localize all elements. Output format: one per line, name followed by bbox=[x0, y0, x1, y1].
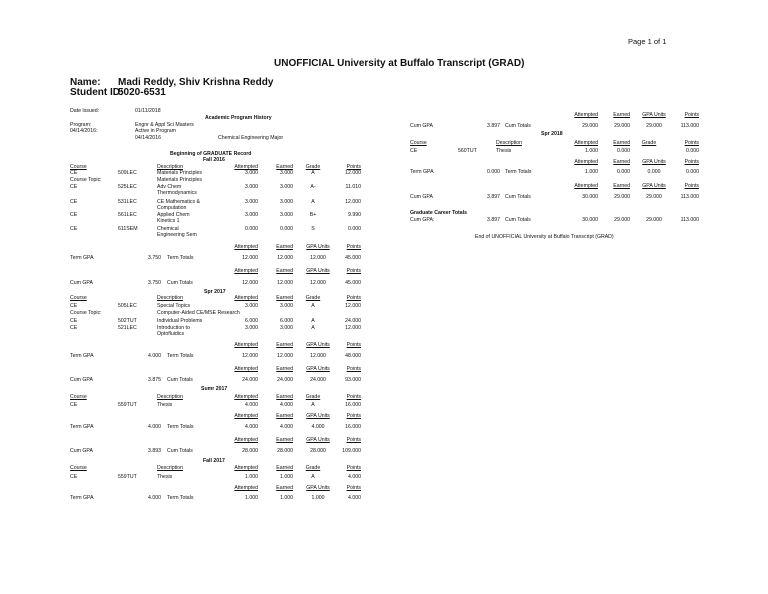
gpa-units-header: GPA Units bbox=[306, 268, 330, 274]
course-description: Chemical bbox=[157, 226, 179, 232]
course-header: Course bbox=[70, 465, 87, 471]
course-description: Thesis bbox=[157, 474, 173, 480]
gpa-units-header: GPA Units bbox=[306, 413, 330, 419]
course-attempted: 1.000 bbox=[245, 474, 258, 480]
attempted-header: Attempted bbox=[574, 159, 598, 165]
cum-attempted: 30.000 bbox=[582, 194, 598, 200]
course-number: 559TUT bbox=[118, 474, 137, 480]
earned-header: Earned bbox=[276, 295, 293, 301]
course-description: Kinetics 1 bbox=[157, 218, 180, 224]
earned-header: Earned bbox=[276, 394, 293, 400]
course-points: 16.000 bbox=[345, 402, 361, 408]
grade-header: Grade bbox=[305, 295, 321, 301]
student-id: 5020-6531 bbox=[118, 87, 166, 98]
cum-gpa-value: 3.875 bbox=[148, 377, 161, 383]
term-gpa-value: 4.000 bbox=[148, 424, 161, 430]
course-subject: CE bbox=[70, 226, 78, 232]
attempted-header: Attempted bbox=[234, 342, 258, 348]
term-earned: 12.000 bbox=[277, 255, 293, 261]
cum-earned: 28.000 bbox=[277, 448, 293, 454]
cum-points: 45.000 bbox=[345, 280, 361, 286]
earned-header: Earned bbox=[276, 268, 293, 274]
career-cum-gpa: 3.897 bbox=[487, 217, 500, 223]
career-attempted: 30.000 bbox=[582, 217, 598, 223]
name-label: Name: bbox=[70, 77, 101, 88]
term-gpa-units: 12.000 bbox=[310, 255, 326, 261]
cum-totals-label: Cum Totals bbox=[167, 280, 193, 286]
cum-points: 113.000 bbox=[680, 123, 699, 129]
course-number: 559TUT bbox=[118, 402, 137, 408]
student-name: Madi Reddy, Shiv Krishna Reddy bbox=[118, 77, 274, 88]
course-grade: A bbox=[311, 325, 315, 331]
course-attempted: 1.000 bbox=[585, 148, 598, 154]
program-label: Program: bbox=[70, 122, 92, 128]
attempted-header: Attempted bbox=[234, 295, 258, 301]
term-earned: 0.000 bbox=[617, 169, 630, 175]
course-earned: 0.000 bbox=[617, 148, 630, 154]
major-name: Chemical Engineering Major bbox=[218, 135, 284, 141]
course-number: 502TUT bbox=[118, 318, 137, 324]
cum-attempted: 29.000 bbox=[582, 123, 598, 129]
course-attempted: 3.000 bbox=[245, 170, 258, 176]
page-number: Page 1 of 1 bbox=[628, 37, 667, 46]
course-description: Optofluidics bbox=[157, 331, 185, 337]
term-gpa-label: Term GPA bbox=[70, 495, 94, 501]
attempted-header: Attempted bbox=[234, 164, 258, 170]
course-subject: CE bbox=[70, 474, 78, 480]
course-topic: Computer-Aided CE/MSE Research bbox=[157, 310, 240, 316]
term-totals-label: Term Totals bbox=[505, 169, 532, 175]
course-points: 0.000 bbox=[348, 226, 361, 232]
course-earned: 6.000 bbox=[280, 318, 293, 324]
course-header: Course bbox=[70, 164, 87, 170]
cum-attempted: 12.000 bbox=[242, 280, 258, 286]
points-header: Points bbox=[684, 159, 699, 165]
date-issued: 01/11/2018 bbox=[135, 108, 161, 114]
description-header: Description bbox=[496, 140, 522, 146]
course-description: Thermodynamics bbox=[157, 190, 197, 196]
cum-attempted: 24.000 bbox=[242, 377, 258, 383]
course-subject: CE bbox=[70, 199, 78, 205]
term-gpa-units: 4.000 bbox=[311, 424, 325, 430]
term-gpa-value: 4.000 bbox=[148, 353, 161, 359]
earned-header: Earned bbox=[276, 164, 293, 170]
cum-gpa-units: 29.000 bbox=[646, 194, 662, 200]
points-header: Points bbox=[346, 394, 361, 400]
course-earned: 3.000 bbox=[280, 325, 293, 331]
course-attempted: 3.000 bbox=[245, 212, 258, 218]
course-description: Thesis bbox=[157, 402, 173, 408]
term-earned: 4.000 bbox=[280, 424, 293, 430]
course-attempted: 3.000 bbox=[245, 325, 258, 331]
course-earned: 3.000 bbox=[280, 212, 293, 218]
term-gpa-label: Term GPA bbox=[70, 424, 94, 430]
career-cum-gpa-label: Cum GPA: bbox=[410, 217, 435, 223]
earned-header: Earned bbox=[276, 465, 293, 471]
cum-gpa-label: Cum GPA bbox=[410, 194, 433, 200]
course-points: 24.000 bbox=[345, 318, 361, 324]
course-points: 0.000 bbox=[686, 148, 699, 154]
course-grade: S bbox=[311, 226, 315, 232]
course-number: 560TUT bbox=[458, 148, 477, 154]
points-header: Points bbox=[346, 342, 361, 348]
attempted-header: Attempted bbox=[234, 465, 258, 471]
term-gpa-units: 12.000 bbox=[310, 353, 326, 359]
course-subject: CE bbox=[410, 148, 418, 154]
course-attempted: 6.000 bbox=[245, 318, 258, 324]
course-topic: Materials Principles bbox=[157, 177, 202, 183]
term-gpa-label: Term GPA bbox=[70, 255, 94, 261]
course-description: CE Mathematics & bbox=[157, 199, 200, 205]
course-grade: A bbox=[311, 318, 315, 324]
points-header: Points bbox=[684, 112, 699, 118]
cum-points: 113.000 bbox=[680, 194, 699, 200]
course-earned: 3.000 bbox=[280, 199, 293, 205]
term-attempted: 12.000 bbox=[242, 255, 258, 261]
course-earned: 3.000 bbox=[280, 184, 293, 190]
term-heading: Fall 2017 bbox=[203, 458, 225, 464]
course-grade: A bbox=[311, 474, 315, 480]
cum-attempted: 28.000 bbox=[242, 448, 258, 454]
course-grade: A bbox=[311, 402, 315, 408]
points-header: Points bbox=[684, 140, 699, 146]
term-heading: Fall 2016 bbox=[203, 157, 225, 163]
career-earned: 29.000 bbox=[614, 217, 630, 223]
points-header: Points bbox=[346, 465, 361, 471]
points-header: Points bbox=[346, 413, 361, 419]
description-header: Description bbox=[157, 394, 183, 400]
term-gpa-units: 0.000 bbox=[647, 169, 661, 175]
course-subject: CE bbox=[70, 318, 78, 324]
attempted-header: Attempted bbox=[234, 485, 258, 491]
course-earned: 3.000 bbox=[280, 303, 293, 309]
course-description: Adv Chem bbox=[157, 184, 182, 190]
gpa-units-header: GPA Units bbox=[306, 437, 330, 443]
end-of-transcript: End of UNOFFICIAL University at Buffalo Transcript (GRAD) bbox=[475, 234, 614, 240]
record-heading: Beginning of GRADUATE Record bbox=[170, 151, 252, 157]
career-totals-heading: Graduate Career Totals bbox=[410, 210, 467, 216]
program-name: Engnr & Appl Sci Masters bbox=[135, 122, 194, 128]
points-header: Points bbox=[346, 485, 361, 491]
term-heading: Spr 2017 bbox=[204, 289, 226, 295]
cum-gpa-label: Cum GPA bbox=[70, 377, 93, 383]
course-description: Applied Chem bbox=[157, 212, 190, 218]
earned-header: Earned bbox=[276, 437, 293, 443]
earned-header: Earned bbox=[613, 112, 630, 118]
term-gpa-value: 4.000 bbox=[148, 495, 161, 501]
points-header: Points bbox=[346, 437, 361, 443]
career-points: 113.000 bbox=[680, 217, 699, 223]
course-grade: A bbox=[311, 303, 315, 309]
course-number: 505LEC bbox=[118, 303, 137, 309]
course-grade: A bbox=[311, 199, 315, 205]
cum-gpa-label: Cum GPA bbox=[410, 123, 433, 129]
grade-header: Grade bbox=[305, 164, 321, 170]
gpa-units-header: GPA Units bbox=[642, 183, 666, 189]
term-earned: 1.000 bbox=[280, 495, 293, 501]
points-header: Points bbox=[684, 183, 699, 189]
cum-points: 93.000 bbox=[345, 377, 361, 383]
gpa-units-header: GPA Units bbox=[642, 112, 666, 118]
cum-totals-label: Cum Totals bbox=[167, 448, 193, 454]
term-heading: Spr 2018 bbox=[541, 131, 563, 137]
cum-totals-label: Cum Totals bbox=[505, 194, 531, 200]
course-number: 521LEC bbox=[118, 325, 137, 331]
earned-header: Earned bbox=[613, 140, 630, 146]
description-header: Description bbox=[157, 465, 183, 471]
course-points: 12.000 bbox=[345, 325, 361, 331]
attempted-header: Attempted bbox=[574, 183, 598, 189]
course-earned: 3.000 bbox=[280, 170, 293, 176]
course-subject: CE bbox=[70, 402, 78, 408]
course-grade: A- bbox=[310, 184, 316, 190]
course-number: 561LEC bbox=[118, 212, 137, 218]
course-attempted: 0.000 bbox=[245, 226, 258, 232]
earned-header: Earned bbox=[276, 366, 293, 372]
term-attempted: 1.000 bbox=[245, 495, 258, 501]
course-points: 12.000 bbox=[345, 303, 361, 309]
term-points: 0.000 bbox=[686, 169, 699, 175]
course-description: Thesis bbox=[496, 148, 512, 154]
program-status: Active in Program bbox=[135, 128, 176, 134]
cum-earned: 12.000 bbox=[277, 280, 293, 286]
attempted-header: Attempted bbox=[234, 394, 258, 400]
term-points: 4.000 bbox=[348, 495, 361, 501]
course-description: Computation bbox=[157, 205, 187, 211]
course-attempted: 3.000 bbox=[245, 199, 258, 205]
course-header: Course bbox=[410, 140, 427, 146]
course-header: Course bbox=[70, 295, 87, 301]
term-gpa-label: Term GPA bbox=[410, 169, 434, 175]
program-history-heading: Academic Program History bbox=[205, 115, 272, 121]
term-heading: Sumr 2017 bbox=[201, 386, 228, 392]
gpa-units-header: GPA Units bbox=[306, 366, 330, 372]
major-date: 04/14/2016 bbox=[135, 135, 161, 141]
course-points: 12.000 bbox=[345, 170, 361, 176]
course-description: Introduction to bbox=[157, 325, 190, 331]
cum-gpa-value: 3.750 bbox=[148, 280, 161, 286]
term-gpa-value: 0.000 bbox=[487, 169, 500, 175]
student-id-label: Student ID: bbox=[70, 87, 124, 98]
career-gpa-units: 29.000 bbox=[646, 217, 662, 223]
description-header: Description bbox=[157, 164, 183, 170]
attempted-header: Attempted bbox=[574, 112, 598, 118]
cum-points: 109.000 bbox=[342, 448, 361, 454]
cum-gpa-value: 3.897 bbox=[487, 123, 500, 129]
gpa-units-header: GPA Units bbox=[306, 342, 330, 348]
course-description: Individual Problems bbox=[157, 318, 203, 324]
course-grade: A bbox=[311, 170, 315, 176]
attempted-header: Attempted bbox=[234, 413, 258, 419]
transcript-title: UNOFFICIAL University at Buffalo Transcript (GRAD) bbox=[274, 58, 525, 69]
earned-header: Earned bbox=[276, 244, 293, 250]
course-grade: B+ bbox=[309, 212, 317, 218]
course-attempted: 3.000 bbox=[245, 184, 258, 190]
cum-gpa-value: 3.893 bbox=[148, 448, 161, 454]
attempted-header: Attempted bbox=[234, 437, 258, 443]
course-attempted: 3.000 bbox=[245, 303, 258, 309]
cum-totals-label: Cum Totals bbox=[505, 123, 531, 129]
term-totals-label: Term Totals bbox=[167, 255, 194, 261]
attempted-header: Attempted bbox=[234, 268, 258, 274]
course-subject: CE bbox=[70, 303, 78, 309]
points-header: Points bbox=[346, 244, 361, 250]
course-number: 611SEM bbox=[118, 226, 138, 232]
course-points: 9.990 bbox=[348, 212, 361, 218]
course-header: Course bbox=[70, 394, 87, 400]
term-gpa-units: 1.000 bbox=[311, 495, 325, 501]
term-totals-label: Term Totals bbox=[167, 353, 194, 359]
term-attempted: 12.000 bbox=[242, 353, 258, 359]
cum-gpa-label: Cum GPA bbox=[70, 280, 93, 286]
earned-header: Earned bbox=[276, 413, 293, 419]
points-header: Points bbox=[346, 164, 361, 170]
term-points: 16.000 bbox=[345, 424, 361, 430]
cum-gpa-label: Cum GPA bbox=[70, 448, 93, 454]
course-description: Special Topics bbox=[157, 303, 191, 309]
course-attempted: 4.000 bbox=[245, 402, 258, 408]
grade-header: Grade bbox=[305, 394, 321, 400]
cum-gpa-units: 24.000 bbox=[310, 377, 326, 383]
attempted-header: Attempted bbox=[234, 244, 258, 250]
course-topic-label: Course Topic: bbox=[70, 177, 102, 183]
description-header: Description bbox=[157, 295, 183, 301]
course-points: 4.000 bbox=[348, 474, 361, 480]
points-header: Points bbox=[346, 268, 361, 274]
term-points: 48.000 bbox=[345, 353, 361, 359]
program-date: 04/14/2016: bbox=[70, 128, 98, 134]
course-number: 531LEC bbox=[118, 199, 137, 205]
career-totals-label: Cum Totals bbox=[505, 217, 531, 223]
course-earned: 4.000 bbox=[280, 402, 293, 408]
course-number: 509LEC bbox=[118, 170, 137, 176]
earned-header: Earned bbox=[276, 342, 293, 348]
course-description: Materials Principles bbox=[157, 170, 202, 176]
grade-header: Grade bbox=[305, 465, 321, 471]
term-points: 45.000 bbox=[345, 255, 361, 261]
course-earned: 0.000 bbox=[280, 226, 293, 232]
cum-earned: 24.000 bbox=[277, 377, 293, 383]
term-earned: 12.000 bbox=[277, 353, 293, 359]
course-points: 12.000 bbox=[345, 199, 361, 205]
cum-totals-label: Cum Totals bbox=[167, 377, 193, 383]
earned-header: Earned bbox=[613, 183, 630, 189]
course-subject: CE bbox=[70, 170, 78, 176]
term-gpa-value: 3.750 bbox=[148, 255, 161, 261]
course-number: 525LEC bbox=[118, 184, 137, 190]
course-subject: CE bbox=[70, 184, 78, 190]
course-earned: 1.000 bbox=[280, 474, 293, 480]
grade-header: Grade bbox=[641, 140, 657, 146]
earned-header: Earned bbox=[613, 159, 630, 165]
attempted-header: Attempted bbox=[234, 366, 258, 372]
course-topic-label: Course Topic: bbox=[70, 310, 102, 316]
earned-header: Earned bbox=[276, 485, 293, 491]
date-issued-label: Date Issued: bbox=[70, 108, 100, 114]
cum-gpa-units: 12.000 bbox=[310, 280, 326, 286]
gpa-units-header: GPA Units bbox=[306, 485, 330, 491]
course-subject: CE bbox=[70, 212, 78, 218]
points-header: Points bbox=[346, 366, 361, 372]
term-totals-label: Term Totals bbox=[167, 424, 194, 430]
course-description: Engineering Sem bbox=[157, 232, 197, 238]
term-totals-label: Term Totals bbox=[167, 495, 194, 501]
course-subject: CE bbox=[70, 325, 78, 331]
points-header: Points bbox=[346, 295, 361, 301]
cum-gpa-value: 3.897 bbox=[487, 194, 500, 200]
course-points: 11.010 bbox=[345, 184, 361, 190]
cum-earned: 29.000 bbox=[614, 123, 630, 129]
cum-earned: 29.000 bbox=[614, 194, 630, 200]
term-attempted: 4.000 bbox=[245, 424, 258, 430]
cum-gpa-units: 28.000 bbox=[310, 448, 326, 454]
cum-gpa-units: 29.000 bbox=[646, 123, 662, 129]
gpa-units-header: GPA Units bbox=[306, 244, 330, 250]
term-attempted: 1.000 bbox=[585, 169, 598, 175]
gpa-units-header: GPA Units bbox=[642, 159, 666, 165]
term-gpa-label: Term GPA bbox=[70, 353, 94, 359]
attempted-header: Attempted bbox=[574, 140, 598, 146]
